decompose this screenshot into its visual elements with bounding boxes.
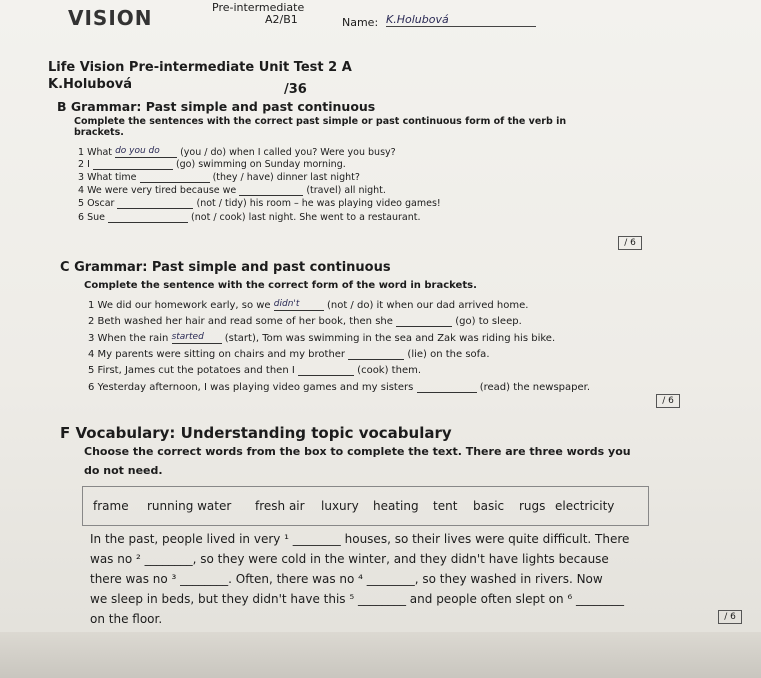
answer-blank[interactable] [239, 184, 303, 196]
student-name: K.Holubová [48, 77, 133, 92]
total-score: /36 [284, 82, 307, 97]
word-option: fresh air [255, 499, 305, 513]
section-f-score: / 6 [718, 610, 742, 624]
section-b-score: / 6 [618, 236, 642, 250]
level-label: Pre-intermediate [212, 1, 305, 14]
answer-blank[interactable] [117, 197, 193, 209]
section-c-item: 6 Yesterday afternoon, I was playing video games and my sisters (read) the newspaper. [88, 382, 591, 393]
section-c-item: 1 We did our homework early, so we didn't (not / do) it when our dad arrived home. [88, 299, 529, 311]
cloze-line: there was no ³ ________. Often, there was no ⁴ ________, so they washed in rivers. Now [90, 572, 603, 586]
name-label: Name: [342, 16, 379, 29]
section-c-item: 5 First, James cut the potatoes and then I (cook) them. [88, 365, 422, 376]
cloze-line: In the past, people lived in very ¹ ________ houses, so their lives were quite difficult. There [90, 532, 630, 546]
answer-blank[interactable]: didn't [274, 299, 324, 311]
answer-blank[interactable] [417, 381, 477, 393]
section-b-title: B Grammar: Past simple and past continuous [57, 99, 376, 114]
answer-blank[interactable] [396, 315, 452, 327]
section-b-item: 4 We were very tired because we (travel) all night. [78, 185, 386, 196]
section-c-score: / 6 [656, 394, 680, 408]
section-b-item: 2 I (go) swimming on Sunday morning. [78, 159, 346, 170]
word-box [82, 486, 649, 526]
cloze-line: on the floor. [90, 612, 163, 626]
answer-blank[interactable] [108, 211, 188, 223]
answer-blank[interactable]: started [172, 332, 222, 344]
cloze-line: was no ² ________, so they were cold in the winter, and they didn't have lights because [90, 552, 609, 566]
section-b-item: 3 What time (they / have) dinner last night? [78, 172, 360, 183]
word-option: basic [473, 499, 505, 513]
cloze-line: we sleep in beds, but they didn't have this ⁵ ________ and people often slept on ⁶ ________ [90, 592, 625, 606]
section-c-item: 3 When the rain started (start), Tom was swimming in the sea and Zak was riding his bike. [88, 332, 556, 344]
answer-blank[interactable] [298, 364, 354, 376]
test-title: Life Vision Pre-intermediate Unit Test 2 A [48, 60, 352, 75]
grade-label: A2/B1 [265, 13, 298, 26]
answer-blank[interactable] [348, 348, 404, 360]
word-option: electricity [555, 499, 615, 513]
section-c-instruction: Complete the sentence with the correct form of the word in brackets. [84, 280, 477, 291]
section-b-instruction: Complete the sentences with the correct past simple or past continuous form of the verb in brackets. [74, 116, 567, 138]
word-option: frame [93, 499, 129, 513]
word-option: luxury [321, 499, 359, 513]
section-f-instruction: Choose the correct words from the box to complete the text. There are three words you do not need. [84, 445, 631, 477]
section-f-title: F Vocabulary: Understanding topic vocabulary [60, 424, 452, 442]
section-b-item: 5 Oscar (not / tidy) his room – he was playing video games! [78, 198, 441, 209]
section-c-item: 2 Beth washed her hair and read some of her book, then she (go) to sleep. [88, 316, 522, 327]
answer-blank[interactable] [140, 171, 210, 183]
section-b-item: 1 What do you do (you / do) when I called you? Were you busy? [78, 146, 396, 158]
answer-blank[interactable] [93, 158, 173, 170]
word-option: tent [433, 499, 458, 513]
page-shadow [0, 632, 761, 678]
word-option: running water [147, 499, 232, 513]
section-c-item: 4 My parents were sitting on chairs and my brother (lie) on the sofa. [88, 349, 490, 360]
word-option: rugs [519, 499, 546, 513]
answer-blank[interactable]: do you do [115, 146, 177, 158]
logo-text: VISION [68, 6, 153, 30]
word-option: heating [373, 499, 419, 513]
section-c-title: C Grammar: Past simple and past continuous [60, 260, 391, 275]
section-b-item: 6 Sue (not / cook) last night. She went to a restaurant. [78, 212, 421, 223]
name-field[interactable]: K.Holubová [386, 13, 536, 27]
